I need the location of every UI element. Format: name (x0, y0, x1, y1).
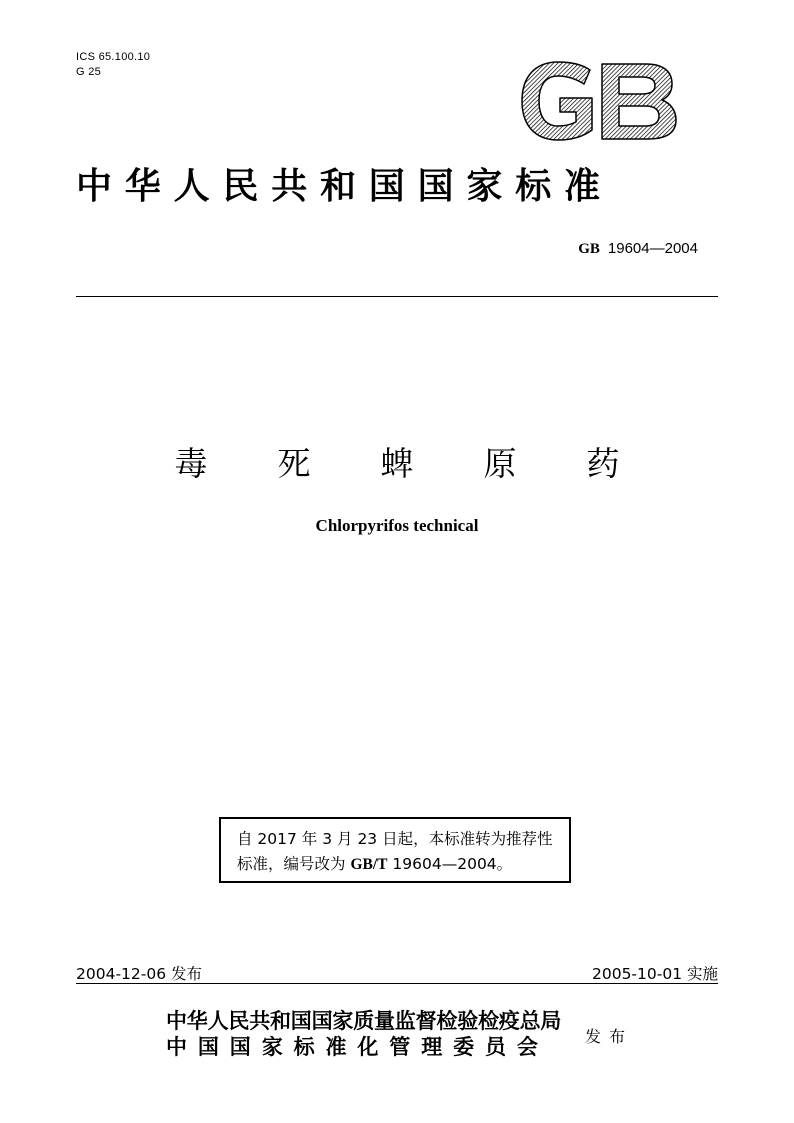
standard-prefix: GB (578, 241, 600, 257)
issuer-sac: 中国国家标准化管理委员会 (166, 1034, 549, 1059)
issuer-aqsiq: 中华人民共和国国家质量监督检验检疫总局 (166, 1008, 562, 1033)
document-title-english: Chlorpyrifos technical (315, 516, 479, 535)
status-change-notice (219, 817, 571, 883)
gb-logo (518, 60, 678, 142)
ics-code: ICS 65.100.10 (76, 51, 151, 63)
document-title-chinese: 毒死蜱原药 (174, 444, 690, 483)
footer-divider (76, 983, 718, 984)
notice-code: GB/T (350, 856, 388, 873)
notice-line-2 (237, 852, 569, 877)
header-divider (76, 296, 718, 297)
classification-codes (76, 50, 150, 80)
national-standard-title: 中华人民共和国国家标准 (76, 165, 613, 207)
notice-line-2-prefix: 标准，编号改为 (237, 855, 351, 873)
issue-date: 2004-12-06 发布 (76, 965, 203, 983)
ccs-code: G 25 (76, 66, 102, 78)
notice-line-2-suffix: 19604—2004。 (387, 855, 513, 873)
standard-number (578, 240, 698, 258)
notice-line-1: 自 2017 年 3 月 23 日起，本标准转为推荐性 (237, 830, 553, 848)
implementation-date: 2005-10-01 实施 (591, 965, 718, 983)
publish-label: 发布 (585, 1027, 634, 1046)
issuing-authorities (166, 1008, 561, 1060)
standard-code: 19604—2004 (607, 240, 698, 257)
